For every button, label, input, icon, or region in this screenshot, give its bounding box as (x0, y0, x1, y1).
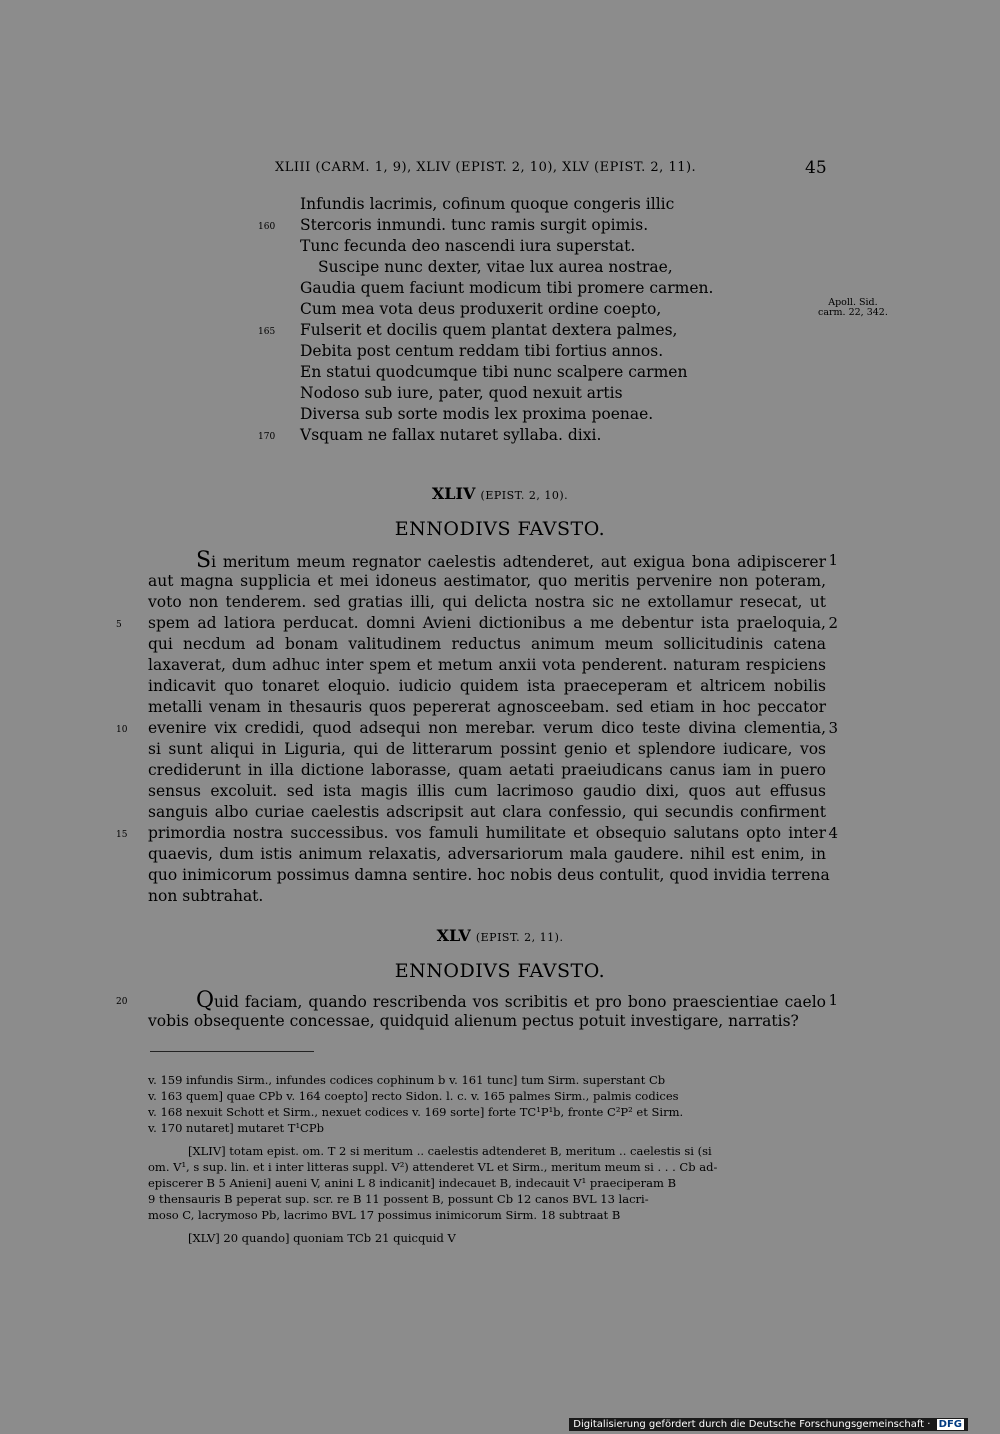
prose-text: quaevis, dum istis animum relaxatis, adversariorum mala gaudere. nihil est enim, in (148, 845, 826, 863)
letter-title-xliv: ENNODIVS FAVSTO. (394, 518, 606, 540)
prose-text: sanguis albo curiae caelestis adscripsit aut clara confessio, qui secundis confirment (148, 803, 826, 821)
prose-line (148, 802, 826, 823)
page-number: 45 (805, 158, 827, 178)
apparatus-line: moso C, lacrymoso Pb, lacrimo BVL 17 possimus inimicorum Sirm. 18 subtraat B (148, 1208, 621, 1222)
letter-body-xlv (116, 988, 838, 1032)
prose-text: quo inimicorum possimus damna sentire. hoc nobis deus contulit, quod invidia terrena (148, 866, 830, 884)
apparatus-line: episcerer B 5 Anieni] aueni V, anini L 8 indicanit] indecauet B, indecauit V¹ praeciperam B (148, 1176, 677, 1190)
drop-capital: Q (196, 988, 215, 1013)
prose-text: indicavit quo tonaret eloquio. iudicio quidem ista praeceperam et altricem nobilis (148, 677, 826, 695)
prose-line (148, 676, 826, 697)
prose-text: si sunt aliqui in Liguria, qui de litterarum possint genio et splendore iudicare, vos (148, 740, 826, 758)
paragraph-number: 1 (828, 551, 838, 569)
section-source: (EPIST. 2, 11). (475, 931, 564, 944)
drop-capital: S (196, 548, 212, 573)
prose-line (148, 760, 826, 781)
line-number: 5 (116, 620, 122, 630)
prose-line (148, 781, 826, 802)
verse-block (258, 194, 714, 446)
prose-line (148, 592, 826, 613)
paragraph-number: 3 (828, 719, 838, 737)
prose-text: sensus excoluit. sed ista magis illis cum lacrimoso gaudio dixi, quos aut effusus (148, 782, 826, 800)
dfg-logo: DFG (938, 1419, 962, 1430)
paragraph-number: 4 (828, 824, 838, 842)
apparatus-line: v. 168 nexuit Schott et Sirm., nexuet codices v. 169 sorte] forte TC¹P¹b, fronte C²P² et Sirm. (148, 1105, 684, 1119)
prose-line (148, 655, 826, 676)
verse-line: Gaudia quem faciunt modicum tibi promere carmen. (300, 279, 714, 297)
prose-text: voto non tenderem. sed gratias illi, qui delicta nostra sic ne extollamur resecat, ut (148, 593, 826, 611)
section-source: (EPIST. 2, 10). (480, 489, 569, 502)
section-number: XLV (436, 926, 471, 945)
line-number: 165 (258, 327, 276, 337)
prose-text: i meritum meum regnator caelestis adtenderet, aut exigua bona adipiscerer (211, 553, 826, 571)
digitization-footer: Digitalisierung gefördert durch die Deutsche Forschungsgemeinschaft · DFG (569, 1418, 968, 1431)
line-number: 170 (258, 432, 276, 442)
apparatus-line: [XLIV] totam epist. om. T 2 si meritum .. caelestis adtenderet B, meritum .. caelestis si (si (188, 1144, 712, 1158)
prose-text: uid faciam, quando rescribenda vos scribitis et pro bono praescientiae caelo (214, 993, 826, 1011)
apparatus-line: v. 159 infundis Sirm., infundes codices cophinum b v. 161 tunc] tum Sirm. superstant Cb (148, 1073, 666, 1087)
letter-title-xlv: ENNODIVS FAVSTO. (394, 960, 606, 982)
prose-text: primordia nostra successibus. vos famuli humilitate et obsequio salutans opto inter (148, 824, 826, 842)
section-heading-xliv (0, 484, 1000, 503)
prose-line (148, 739, 826, 760)
apparatus-line: v. 170 nutaret] mutaret T¹CPb (148, 1121, 324, 1135)
margin-reference-line: carm. 22, 342. (818, 307, 888, 318)
verse-line: Stercoris inmundi. tunc ramis surgit opimis. 160 (300, 215, 713, 236)
prose-text: qui necdum ad bonam valitudinem reductus animum meum sollicitudinis catena (148, 635, 826, 653)
verse-line: En statui quodcumque tibi nunc scalpere carmen (300, 363, 688, 381)
prose-line (148, 886, 826, 907)
prose-line (116, 718, 838, 739)
margin-reference-line: Apoll. Sid. (828, 297, 878, 308)
critical-apparatus (148, 1072, 824, 1246)
prose-line (148, 634, 826, 655)
line-number: 160 (258, 222, 276, 232)
footnote-rule (150, 1051, 314, 1052)
section-number: XLIV (431, 484, 476, 503)
prose-text: spem ad latiora perducat. domni Avieni dictionibus a me debentur ista praeloquia, (148, 614, 826, 632)
paragraph-number: 2 (828, 614, 838, 632)
paragraph-number: 1 (828, 991, 838, 1009)
verse-line: Debita post centum reddam tibi fortius annos. (300, 342, 664, 360)
apparatus-line: [XLV] 20 quando] quoniam TCb 21 quicquid V (188, 1231, 456, 1245)
verse-line: Suscipe nunc dexter, vitae lux aurea nostrae, (318, 258, 673, 276)
running-head: XLIII (CARM. 1, 9), XLIV (EPIST. 2, 10), XLV (EPIST. 2, 11). (275, 160, 697, 175)
prose-line (116, 823, 838, 844)
prose-text: aut magna supplicia et mei idoneus aestimator, quo meritis pervenire non poteram, (148, 572, 826, 590)
verse-line: Vsquam ne fallax nutaret syllaba. dixi. 170 (300, 425, 713, 446)
prose-line (148, 548, 838, 573)
prose-text: metalli venam in thesauris quos pepererat agnosceebam. sed etiam in hoc peccator (148, 698, 826, 716)
verse-line: Infundis lacrimis, cofinum quoque congeris illic (300, 195, 675, 213)
prose-text: vobis obsequente concessae, quidquid alienum pectus potuit investigare, narratis? (148, 1012, 799, 1030)
letter-body-xliv (116, 548, 838, 907)
prose-text: non subtrahat. (148, 887, 264, 905)
line-number: 10 (116, 725, 128, 735)
verse-line: Cum mea vota deus produxerit ordine coepto, (300, 300, 662, 318)
prose-text: evenire vix credidi, quod adsequi non merebar. verum dico teste divina clementia, (148, 719, 826, 737)
prose-line (148, 865, 830, 886)
verse-line: Nodoso sub iure, pater, quod nexuit artis (300, 384, 623, 402)
prose-line (148, 571, 826, 592)
margin-reference (818, 298, 888, 318)
prose-line (148, 844, 826, 865)
prose-line (116, 988, 838, 1013)
verse-line: Tunc fecunda deo nascendi iura superstat. (300, 237, 636, 255)
footer-text: Digitalisierung gefördert durch die Deutsche Forschungsgemeinschaft (573, 1419, 925, 1430)
prose-text: laxaverat, dum adhuc inter spem et metum anxii vota penderent. naturam respiciens (148, 656, 826, 674)
apparatus-line: 9 thensauris B peperat sup. scr. re B 11 possent B, possunt Cb 12 canos BVL 13 lacri- (148, 1192, 649, 1206)
apparatus-line: v. 163 quem] quae CPb v. 164 coepto] recto Sidon. l. c. v. 165 palmes Sirm., palmis codices (148, 1089, 679, 1103)
verse-line: Fulserit et docilis quem plantat dextera palmes, 165 (300, 320, 713, 341)
prose-line (148, 697, 826, 718)
section-heading-xlv (0, 926, 1000, 945)
line-number: 15 (116, 830, 128, 840)
verse-line: Diversa sub sorte modis lex proxima poenae. (300, 405, 654, 423)
apparatus-line: om. V¹, s sup. lin. et i inter litteras suppl. V²) attenderet VL et Sirm., meritum meum si . . . Cb ad- (148, 1160, 718, 1174)
line-number: 20 (116, 997, 128, 1007)
prose-text: crediderunt in illa dictione laborasse, quam aetati praeiudicans canus iam in puero (148, 761, 826, 779)
prose-line (148, 1011, 826, 1032)
prose-line (116, 613, 838, 634)
